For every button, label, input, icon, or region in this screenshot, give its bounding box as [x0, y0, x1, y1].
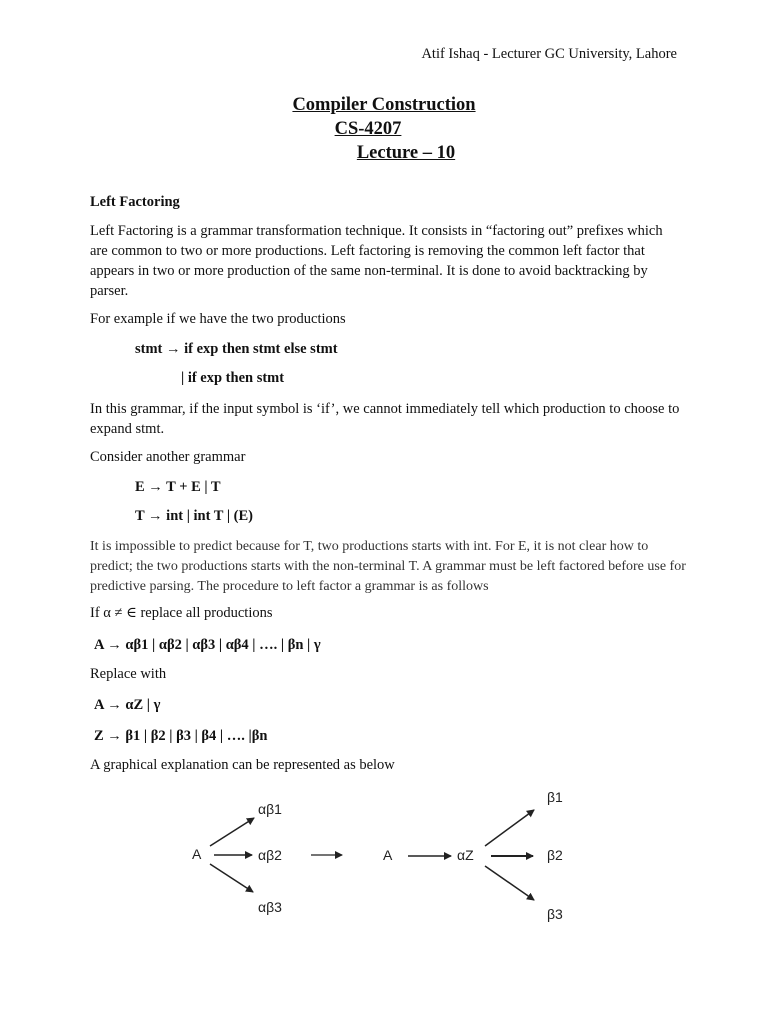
paragraph-graphical: A graphical explanation can be represented as below — [90, 757, 395, 773]
paragraph-intro: Left Factoring is a grammar transformation technique. It consists in “factoring out” prefixes which are common to two or more productions. Left factoring is removing the common left factor that appears in two or more production of the same non-terminal. It is done to avoid backtracking by parser. — [90, 223, 663, 299]
paragraph-replace-with: Replace with — [90, 666, 167, 682]
page-header-author: Atif Ishaq - Lecturer GC University, Lahore — [421, 46, 677, 62]
diagram-right-target1: β1 — [547, 789, 563, 805]
grammar-e-production: E → T + E | T — [135, 479, 221, 495]
diagram-right-target3: β3 — [547, 906, 563, 922]
diagram-left-target1: αβ1 — [258, 801, 282, 817]
diagram-right-source: A — [383, 847, 393, 863]
grammar-stmt-line2: | if exp then stmt — [181, 370, 285, 386]
arrow-left-to-target3 — [210, 864, 253, 892]
diagram-right-target2: β2 — [547, 847, 563, 863]
paragraph-impossible: It is impossible to predict because for T, two productions starts with int. For E, it is not clear how to predict; the two productions starts with the non-terminal T. A grammar must be left factored before use for predictive parsing. The procedure to left factor a grammar is as follows — [90, 539, 686, 594]
rule-factored-z: Z → β1 | β2 | β3 | β4 | …. |βn — [94, 728, 268, 744]
diagram-left-target2: αβ2 — [258, 847, 282, 863]
grammar-stmt-line1: stmt → if exp then stmt else stmt — [135, 341, 338, 357]
rule-factored-a: A → αZ | γ — [94, 697, 161, 713]
paragraph-if-alpha: If α ≠ ∈ replace all productions — [90, 605, 273, 621]
arrow-right-to-target1 — [485, 810, 534, 846]
paragraph-explanation: In this grammar, if the input symbol is ‘if’, we cannot immediately tell which production to choose to expand stmt. — [90, 401, 680, 437]
document-title: Compiler Construction — [292, 95, 476, 115]
diagram-left-source: A — [192, 846, 202, 862]
arrow-left-to-target1 — [210, 818, 254, 846]
rule-original-productions: A → αβ1 | αβ2 | αβ3 | αβ4 | …. | βn | γ — [94, 637, 321, 653]
paragraph-another-grammar: Consider another grammar — [90, 449, 246, 465]
grammar-t-production: T → int | int T | (E) — [135, 508, 253, 524]
diagram-left-target3: αβ3 — [258, 899, 282, 915]
section-heading: Left Factoring — [90, 194, 180, 210]
course-code: CS-4207 — [334, 119, 402, 139]
diagram-right-middle: αZ — [457, 847, 474, 863]
arrow-right-to-target3 — [485, 866, 534, 900]
paragraph-example: For example if we have the two productions — [90, 311, 346, 327]
lecture-number: Lecture – 10 — [356, 143, 456, 163]
left-factoring-diagram — [0, 780, 768, 940]
